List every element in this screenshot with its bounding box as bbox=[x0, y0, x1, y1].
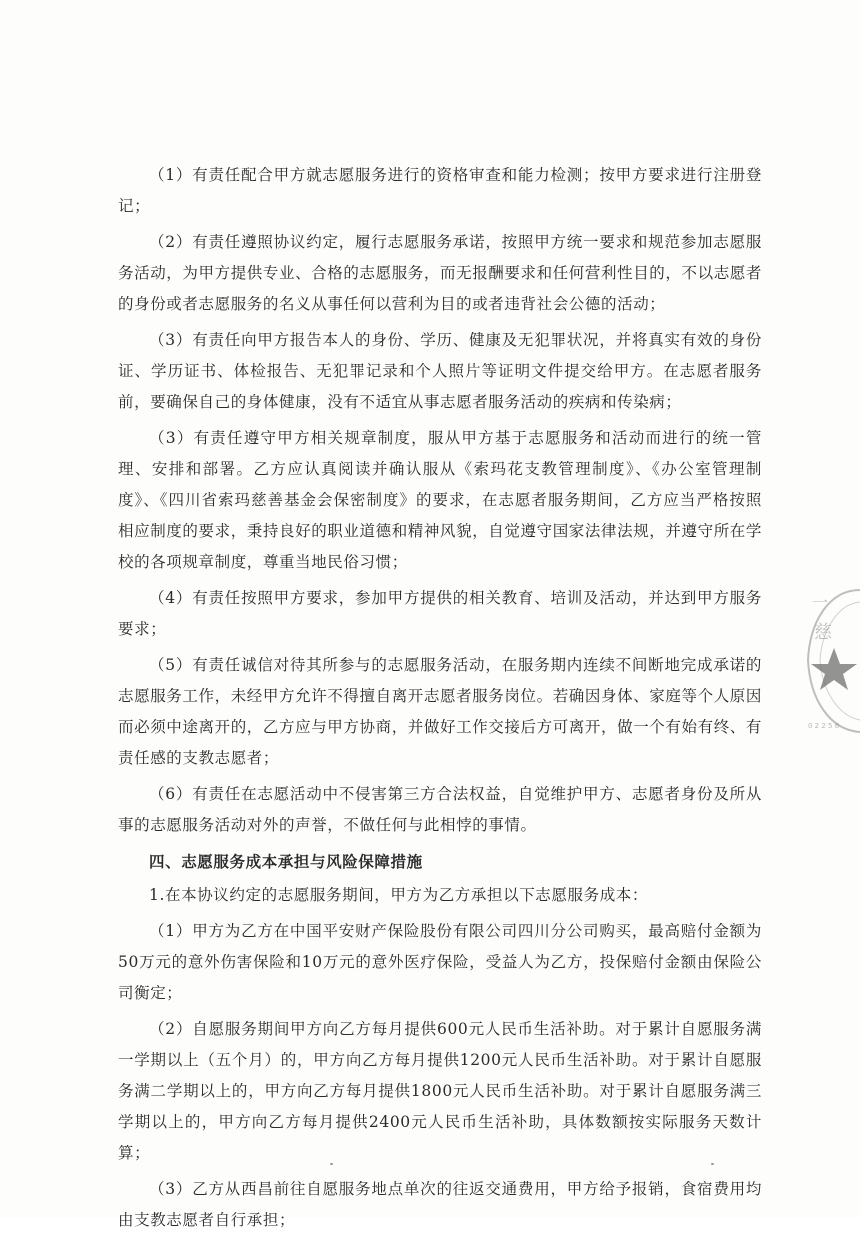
cost-transport: （3）乙方从西昌前往自愿服务地点单次的往返交通费用，甲方给予报销，食宿费用均由支教志愿者自行承担； bbox=[118, 1180, 762, 1229]
svg-text:慈: 慈 bbox=[814, 622, 832, 643]
cost-subsidy: （2）自愿服务期间甲方向乙方每月提供600元人民币生活补助。对于累计自愿服务满一学期以上（五个月）的，甲方向乙方每月提供1200元人民币生活补助。对于累计自愿服务满二学期以上的，甲方向乙方每月提供1800元人民币生活补助。对于累计自愿服务满三学期以上的，甲方向乙方每月提供2400元人民币生活补助，具体数额按实际服务天数计算； bbox=[118, 1020, 762, 1162]
document-body bbox=[118, 160, 762, 1241]
clause-3-identity: （3）有责任向甲方报告本人的身份、学历、健康及无犯罪状况，并将真实有效的身份证、学历证书、体检报告、无犯罪记录和个人照片等证明文件提交给甲方。在志愿者服务前，要确保自己的身体健康，没有不适宜从事志愿者服务活动的疾病和传染病； bbox=[118, 331, 762, 411]
clause-5: （5）有责任诚信对待其所参与的志愿服务活动，在服务期内连续不间断地完成承诺的志愿服务工作，未经甲方允许不得擅自离开志愿者服务岗位。若确因身体、家庭等个人原因而必须中途离开的，乙方应与甲方协商，并做好工作交接后方可离开，做一个有始有终、有责任感的支教志愿者； bbox=[118, 656, 763, 767]
svg-text:一: 一 bbox=[812, 593, 829, 612]
cost-insurance: （1）甲方为乙方在中国平安财产保险股份有限公司四川分公司购买，最高赔付金额为50万元的意外伤害保险和10万元的意外医疗保险，受益人为乙方，投保赔付金额由保险公司衡定； bbox=[118, 922, 762, 1002]
section-heading: 四、志愿服务成本承担与风险保障措施 bbox=[149, 852, 423, 871]
clause-4: （4）有责任按照甲方要求，参加甲方提供的相关教育、培训及活动，并达到甲方服务要求； bbox=[118, 589, 762, 638]
clause-1: （1）有责任配合甲方就志愿服务进行的资格审查和能力检测；按甲方要求进行注册登记； bbox=[118, 166, 762, 215]
star-seal-icon bbox=[790, 560, 860, 760]
clause-2: （2）有责任遵照协议约定，履行志愿服务承诺，按照甲方统一要求和规范参加志愿服务活动，为甲方提供专业、合格的志愿服务，而无报酬要求和任何营利性目的，不以志愿者的身份或者志愿服务的名义从事任何以营利为目的或者违背社会公德的活动； bbox=[118, 233, 763, 313]
scan-mark bbox=[711, 1163, 714, 1165]
clause-3-rules: （3）有责任遵守甲方相关规章制度，服从甲方基于志愿服务和活动而进行的统一管理、安排和部署。乙方应认真阅读并确认服从《索玛花支教管理制度》、《办公室管理制度》、《四川省索玛慈善基金会保密制度》的要求，在志愿者服务期间，乙方应当严格按照相应制度的要求，秉持良好的职业道德和精神风貌，自觉遵守国家法律法规，并遵守所在学校的各项规章制度，尊重当地民俗习惯； bbox=[118, 429, 763, 571]
clause-6: （6）有责任在志愿活动中不侵害第三方合法权益，自觉维护甲方、志愿者身份及所从事的志愿服务活动对外的声誉，不做任何与此相悖的事情。 bbox=[118, 785, 762, 834]
cost-intro: 1.在本协议约定的志愿服务期间，甲方为乙方承担以下志愿服务成本： bbox=[149, 886, 648, 904]
svg-text:0 2 2 5 6: 0 2 2 5 6 bbox=[808, 722, 840, 730]
scan-mark bbox=[330, 1163, 333, 1165]
